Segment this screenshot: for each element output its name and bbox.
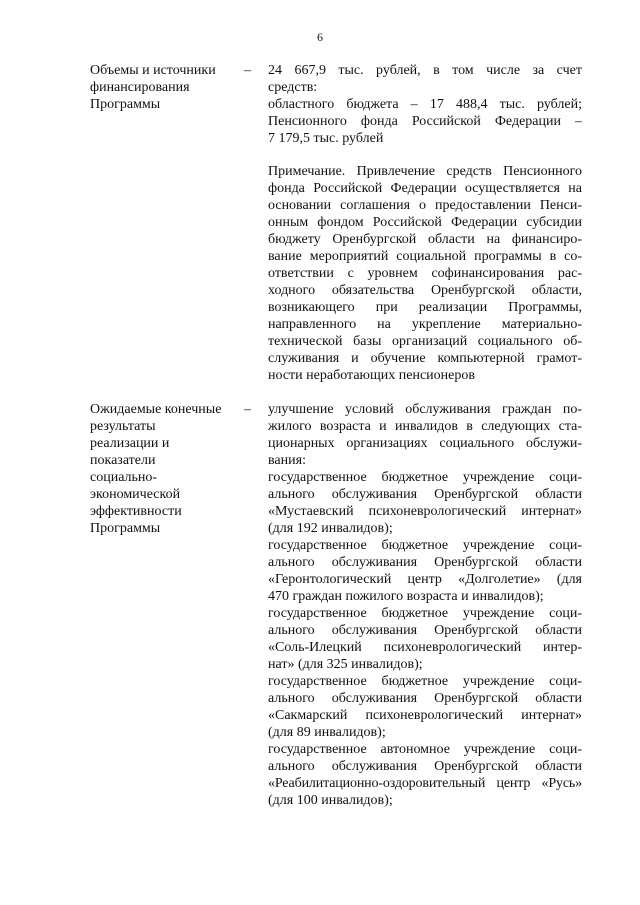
financing-label xyxy=(90,62,230,113)
note-line: ности неработающих пенсионеров xyxy=(268,368,475,383)
label-line: результаты xyxy=(90,419,156,434)
text-line: 7 179,5 тыс. рублей xyxy=(268,131,384,146)
note-line: технической базы организаций социального об- xyxy=(268,334,582,349)
label-line: эффективности xyxy=(90,504,182,519)
text-line: ального обслуживания Оренбургской области xyxy=(268,487,582,502)
text-line: ционарных организациях социального обслужи- xyxy=(268,436,582,451)
separator-dash: – xyxy=(244,402,251,417)
text-line: государственное бюджетное учреждение соци- xyxy=(268,674,582,689)
text-line: областного бюджета – 17 488,4 тыс. рублей; xyxy=(268,97,582,112)
label-line: Объемы и источники xyxy=(90,63,216,78)
note-line: Примечание. Привлечение средств Пенсионного xyxy=(268,164,582,179)
separator-dash: – xyxy=(244,63,251,78)
text-line: (для 100 инвалидов); xyxy=(268,793,393,808)
text-line: средств: xyxy=(268,80,318,95)
label-line: показатели xyxy=(90,453,156,468)
text-line: ального обслуживания Оренбургской области xyxy=(268,759,582,774)
text-line: улучшение условий обслуживания граждан по- xyxy=(268,402,582,417)
label-line: Ожидаемые конечные xyxy=(90,402,222,417)
text-line: государственное бюджетное учреждение соци- xyxy=(268,470,582,485)
note-line: ответствии с уровнем софинансирования рас- xyxy=(268,266,582,281)
text-line: государственное автономное учреждение соци- xyxy=(268,742,582,757)
text-line: Пенсионного фонда Российской Федерации – xyxy=(268,114,582,129)
note-line: основании соглашения о предоставлении Пенси- xyxy=(268,198,582,213)
financing-content xyxy=(268,62,582,384)
text-line: 470 граждан пожилого возраста и инвалидов); xyxy=(268,589,544,604)
results-label xyxy=(90,401,230,537)
text-line: «Реабилитационно-оздоровительный центр «Русь» xyxy=(268,776,582,791)
note-line: онным фондом Российской Федерации субсидии xyxy=(268,215,582,230)
text-line: вания: xyxy=(268,453,306,468)
label-line: Программы xyxy=(90,521,161,536)
text-line: «Геронтологический центр «Долголетие» (для xyxy=(268,572,582,587)
label-line: экономической xyxy=(90,487,181,502)
text-line: ального обслуживания Оренбургской области xyxy=(268,691,582,706)
note-line: возникающего при реализации Программы, xyxy=(268,300,582,315)
text-line: «Соль-Илецкий психоневрологический интер- xyxy=(268,640,582,655)
note-line: ходного обязательства Оренбургской области, xyxy=(268,283,582,298)
text-line: ального обслуживания Оренбургской области xyxy=(268,555,582,570)
note-line: вание мероприятий социальной программы в со- xyxy=(268,249,582,264)
text-line: государственное бюджетное учреждение соци- xyxy=(268,606,582,621)
text-line: «Мустаевский психоневрологический интернат» xyxy=(268,504,582,519)
text-line: ального обслуживания Оренбургской области xyxy=(268,623,582,638)
text-line: 24 667,9 тыс. рублей, в том числе за счет xyxy=(268,63,582,78)
text-line: (для 192 инвалидов); xyxy=(268,521,393,536)
note-line: бюджету Оренбургской области на финансиро- xyxy=(268,232,582,247)
label-line: Программы xyxy=(90,97,161,112)
label-line: социально- xyxy=(90,470,158,485)
note-line: фонда Российской Федерации осуществляется на xyxy=(268,181,582,196)
text-line: «Сакмарский психоневрологический интернат» xyxy=(268,708,582,723)
text-line: государственное бюджетное учреждение соци- xyxy=(268,538,582,553)
results-content xyxy=(268,401,582,809)
text-line: жилого возраста и инвалидов в следующих ста- xyxy=(268,419,582,434)
label-line: финансирования xyxy=(90,80,190,95)
note-line: служивания и обучение компьютерной грамот- xyxy=(268,351,582,366)
label-line: реализации и xyxy=(90,436,170,451)
page-number: 6 xyxy=(317,30,323,44)
text-line: (для 89 инвалидов); xyxy=(268,725,386,740)
note-line: направленного на укрепление материально- xyxy=(268,317,582,332)
text-line: нат» (для 325 инвалидов); xyxy=(268,657,423,672)
